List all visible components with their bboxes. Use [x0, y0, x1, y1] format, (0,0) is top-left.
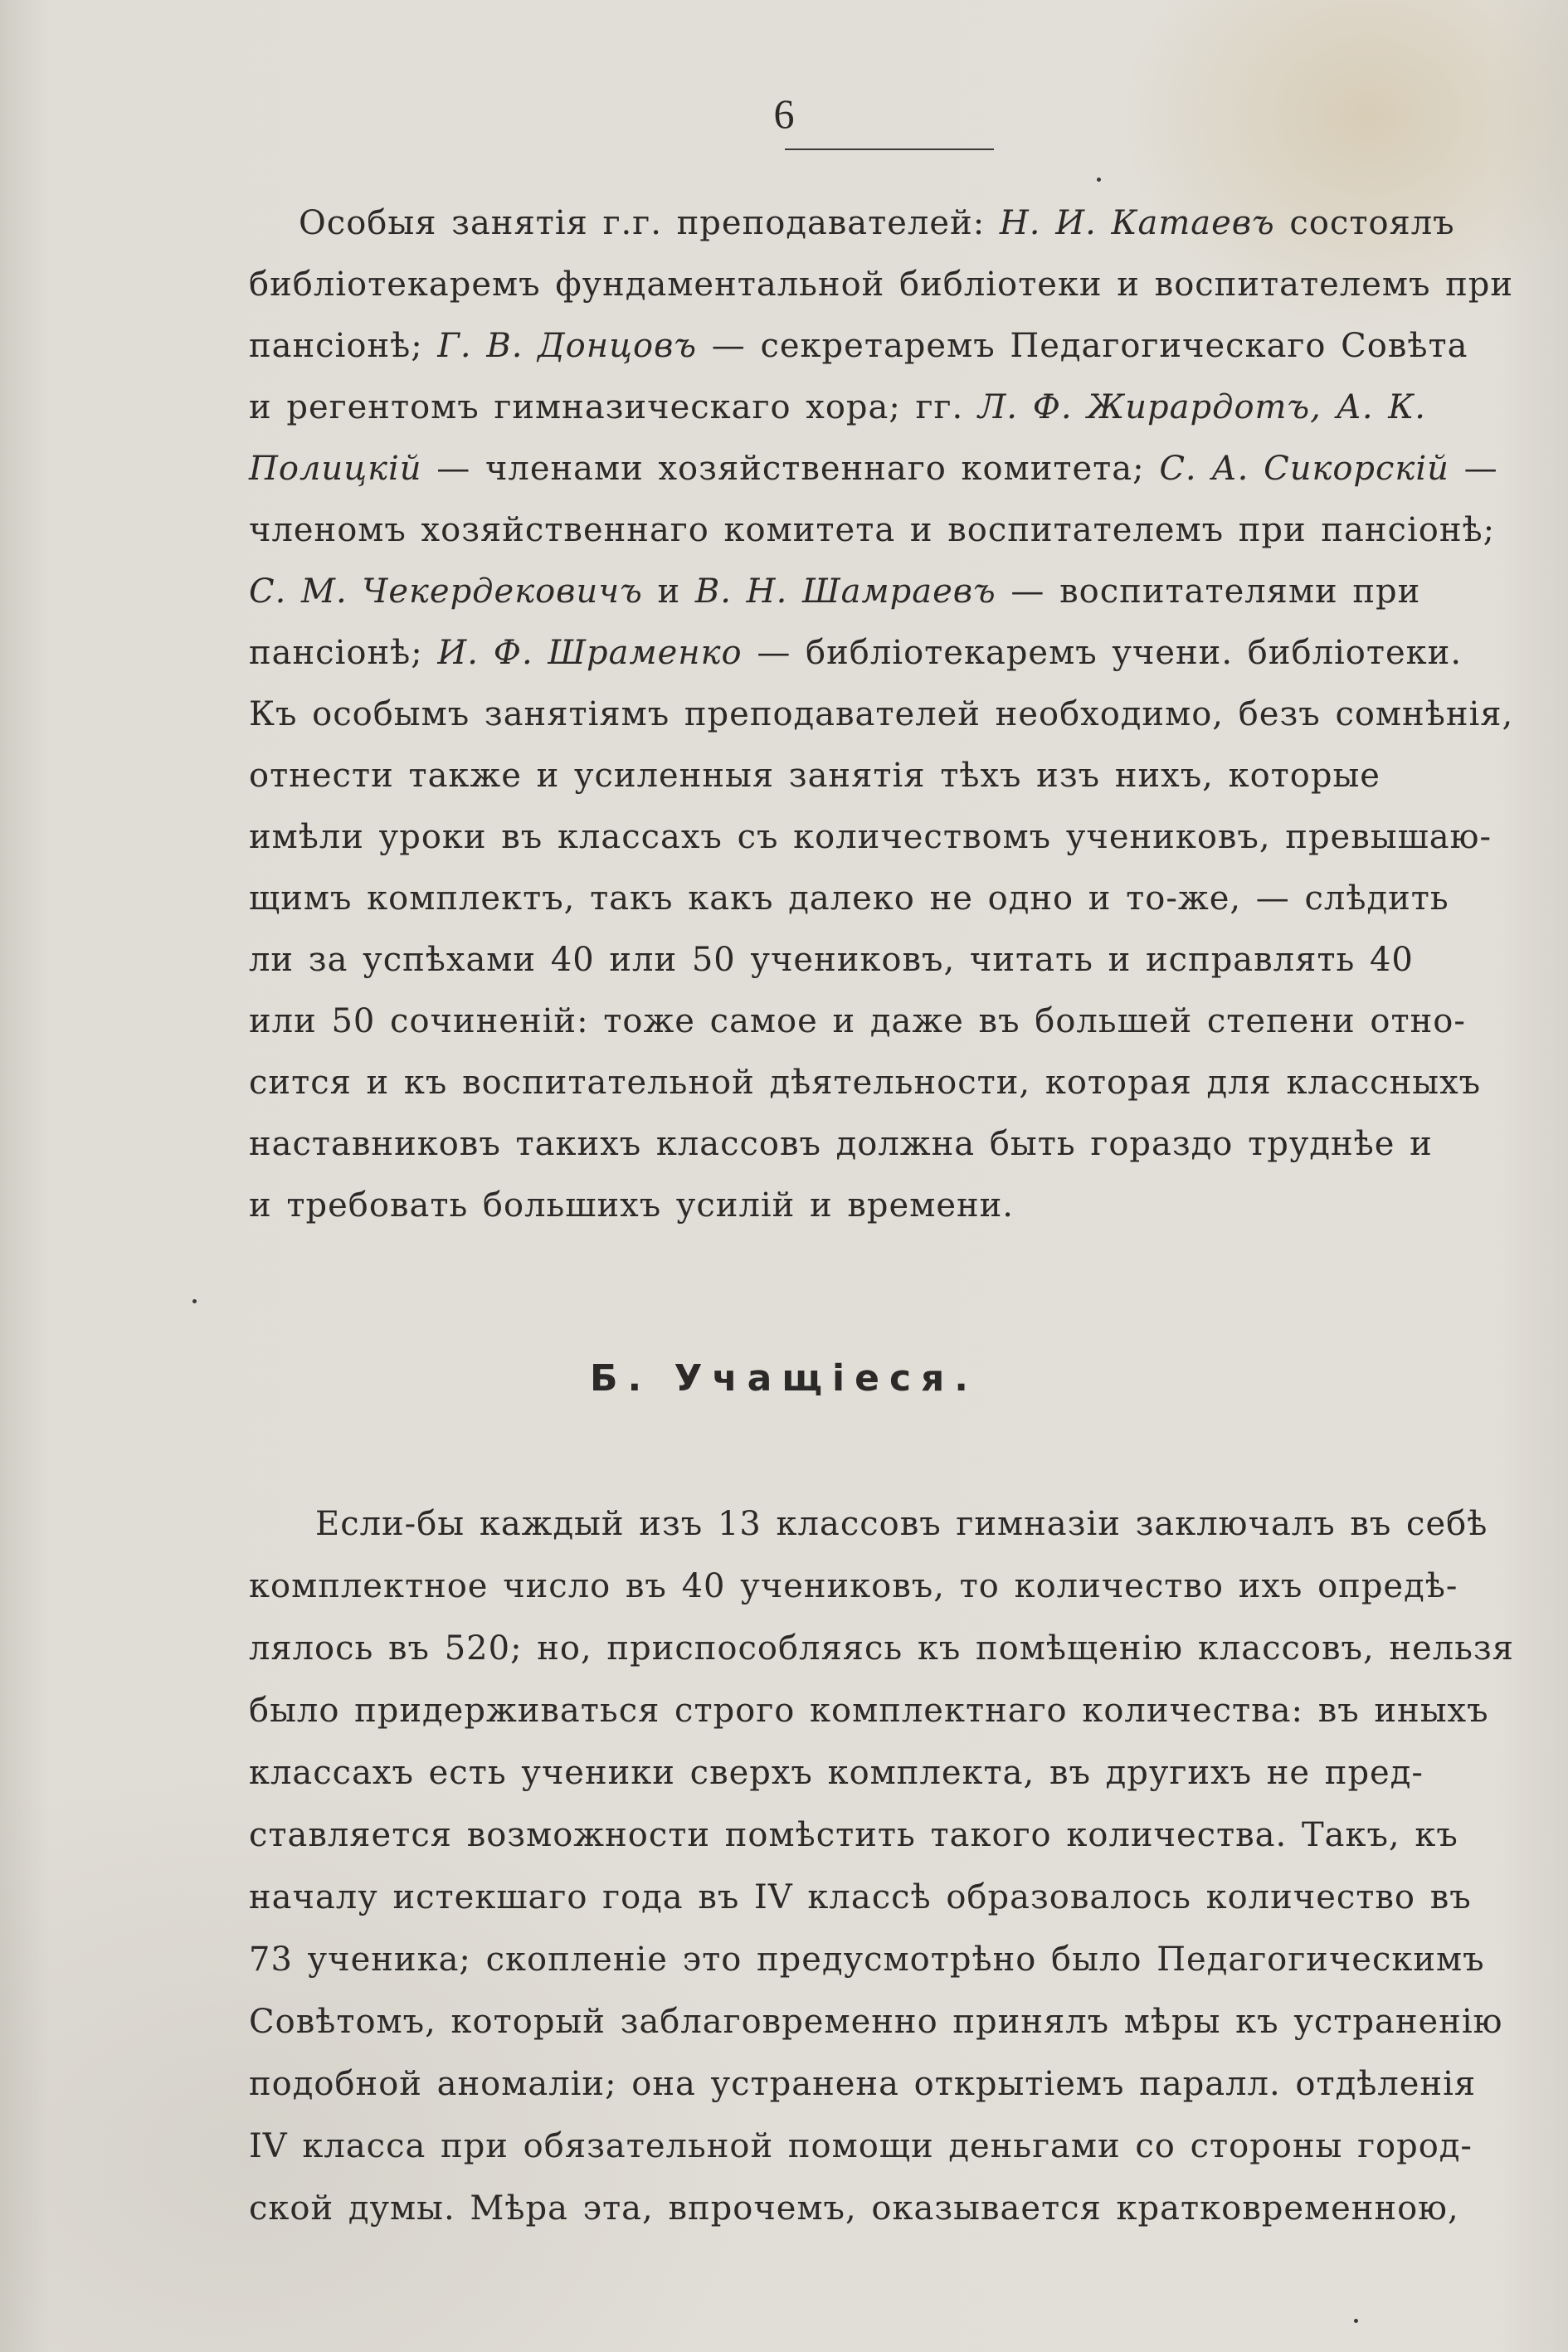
text-line: [249, 868, 1528, 929]
text-run: пансіонѣ;: [249, 327, 438, 365]
text-line: [249, 254, 1528, 315]
text-run: и требовать большихъ усилій и времени.: [249, 1186, 1015, 1225]
text-run: щимъ комплектъ, такъ какъ далеко не одно и то-же, — слѣдить: [249, 879, 1449, 918]
text-run: сится и къ воспитательной дѣятельности, которая для классныхъ: [249, 1064, 1482, 1102]
name-italic: С. А. Сикорскій: [1159, 450, 1449, 488]
text-line: [249, 561, 1528, 622]
text-run: Особыя занятія г.г. преподавателей:: [299, 204, 1000, 242]
text-run: Къ особымъ занятіямъ преподавателей необходимо, безъ сомнѣнія,: [249, 695, 1514, 733]
name-italic: Полицкій: [249, 450, 422, 488]
paragraph-teachers: [249, 192, 1528, 1236]
text-line: [249, 438, 1528, 499]
text-line: [249, 991, 1528, 1052]
text-run: библіотекаремъ фундаментальной библіотеки и воспитателемъ при: [249, 265, 1514, 304]
ink-speck: [1354, 2319, 1358, 2323]
ink-speck: [1097, 178, 1101, 182]
text-line: [249, 2116, 1528, 2177]
text-line: [249, 1742, 1528, 1804]
text-run: и: [642, 572, 695, 611]
text-run: ставляется возможности помѣстить такого количества. Такъ, къ: [249, 1816, 1458, 1854]
text-run: — секретаремъ Педагогическаго Совѣта: [697, 327, 1468, 365]
ink-speck: [192, 1299, 197, 1303]
text-line: [249, 745, 1528, 806]
text-run: было придерживаться строго комплектнаго количества: въ иныхъ: [249, 1692, 1489, 1730]
text-run: имѣли уроки въ классахъ съ количествомъ учениковъ, превышаю-: [249, 818, 1492, 856]
text-line: [249, 1175, 1528, 1236]
header-rule: [785, 149, 994, 150]
text-line: [249, 1113, 1528, 1175]
text-line: [249, 1991, 1528, 2053]
text-run: ской думы. Мѣра эта, впрочемъ, оказывается кратковременною,: [249, 2189, 1459, 2228]
text-run: Совѣтомъ, который заблаговременно принялъ мѣры къ устраненію: [249, 2003, 1503, 2041]
text-run: пансіонѣ;: [249, 634, 438, 672]
text-run: Если-бы каждый изъ 13 классовъ гимназіи заключалъ въ себѣ: [315, 1505, 1488, 1543]
text-run: наставниковъ такихъ классовъ должна быть гораздо труднѣе и: [249, 1125, 1433, 1163]
text-run: — библіотекаремъ учени. библіотеки.: [742, 634, 1463, 672]
text-run: или 50 сочиненій: тоже самое и даже въ большей степени отно-: [249, 1002, 1466, 1040]
text-run: IV класса при обязательной помощи деньгами со стороны город-: [249, 2127, 1473, 2165]
text-line: [249, 2178, 1528, 2239]
text-line: [249, 806, 1528, 868]
text-line: [249, 499, 1528, 561]
text-run: началу истекшаго года въ IV классѣ образовалось количество въ: [249, 1878, 1472, 1916]
paragraph-students: [249, 1493, 1528, 2240]
text-line: [249, 2053, 1528, 2115]
text-run: ли за успѣхами 40 или 50 учениковъ, читать и исправлять 40: [249, 941, 1414, 979]
text-run: и регентомъ гимназическаго хора; гг.: [249, 388, 978, 426]
text-run: членомъ хозяйственнаго комитета и воспитателемъ при пансіонѣ;: [249, 511, 1496, 549]
text-line: [249, 622, 1528, 684]
name-italic: Л. Ф. Жирардотъ, А. К.: [977, 388, 1426, 426]
text-run: отнести также и усиленныя занятія тѣхъ изъ нихъ, которые: [249, 757, 1381, 795]
name-italic: С. М. Чекердековичъ: [249, 572, 643, 611]
text-line: [249, 1680, 1528, 1741]
text-run: комплектное число въ 40 учениковъ, то количество ихъ опредѣ-: [249, 1567, 1458, 1605]
text-line: [249, 1556, 1528, 1617]
text-line: [249, 377, 1528, 438]
name-italic: И. Ф. Шраменко: [437, 634, 743, 672]
text-run: лялось въ 520; но, приспособляясь къ помѣщенію классовъ, нельзя: [249, 1629, 1514, 1668]
text-run: — воспитателями при: [996, 572, 1421, 611]
text-run: классахъ есть ученики сверхъ комплекта, въ другихъ не пред-: [249, 1754, 1424, 1792]
text-line: [249, 929, 1528, 991]
text-run: 73 ученика; скопленіе это предусмотрѣно было Педагогическимъ: [249, 1941, 1485, 1979]
text-line: [249, 1929, 1528, 1990]
text-line: [249, 684, 1528, 745]
text-line: [249, 1618, 1528, 1679]
text-line: [249, 315, 1528, 377]
text-line: [299, 192, 1528, 254]
text-line: [315, 1493, 1528, 1555]
name-italic: В. Н. Шамраевъ: [694, 572, 996, 611]
text-run: подобной аномаліи; она устранена открытіемъ паралл. отдѣленія: [249, 2065, 1477, 2103]
name-italic: Г. В. Донцовъ: [437, 327, 698, 365]
section-heading: Б. Учащіеся.: [589, 1357, 978, 1400]
text-run: — членами хозяйственнаго комитета;: [421, 450, 1160, 488]
name-italic: Н. И. Катаевъ: [999, 204, 1275, 242]
text-line: [249, 1052, 1528, 1113]
text-line: [249, 1804, 1528, 1866]
text-line: [249, 1867, 1528, 1928]
text-run: состоялъ: [1274, 204, 1455, 242]
text-run: —: [1449, 450, 1498, 488]
page-number: 6: [773, 90, 795, 137]
